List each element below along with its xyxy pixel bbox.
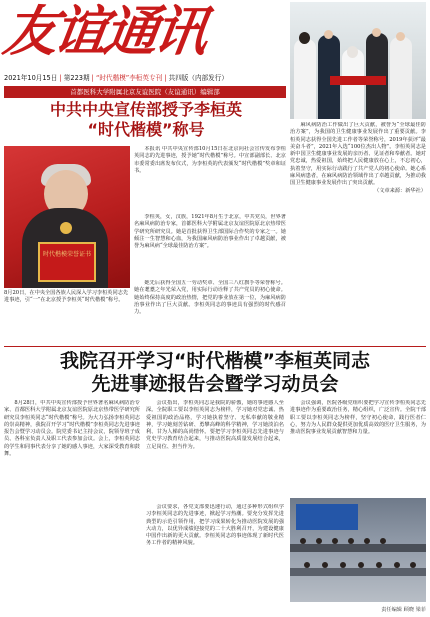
second-paragraph-1: 8月28日，中共中央宣传部授予世界著名麻风病防治专家、首都医科大学附属北京友谊医院原北京热带医学研究所研究员李桓英同志“时代楷模”称号。为大力弘扬李桓英同志的崇高精神，我院召开学习“时代楷模”李桓英同志先进事迹报告会暨学习动员会。院党委书记主持会议，院领导班子成员、各科室负责人及职工代表参加会议。会上，李桓英同志的学生和同事代表分享了她的感人事迹，大家深受教育和鼓舞。 [4,400,140,458]
certificate: 时代楷模荣誉证书 [38,242,96,282]
lead-right-column [290,122,426,342]
second-headline [4,350,426,396]
second-column-4 [290,400,426,494]
photo-caption: 8月20日，在中央全国各族人民深入学习李桓英同志先进事迹，引“一”在北京授予李桓英“时代楷模”称号。 [4,290,129,304]
top-photo [290,2,426,119]
lead-right-paragraph: 麻风病防治工作做出了巨大贡献，被誉为“全球最佳防治方案”，为我国的卫生健康事业发展作出了重要贡献。李桓英同志获得全国先进工作者等荣誉称号，2019年获评“最美奋斗者”，2021年入选“100位杰出人物”。李桓英同志是新中国卫生健康事业发展的亲历者、见证者和奉献者。她对党忠诚，热爱祖国，始终把人民健康放在心上，不忘初心，执着坚守，用实际行动践行了共产党人的初心使命。她心系麻风病患者，在麻风病防治领域作出了卓越贡献，为推动我国卫生健康事业发展作出了突出贡献。 [290,122,426,187]
meeting-screen [296,504,358,530]
second-headline-line2: 先进事迹报告会暨学习动员会 [91,373,339,395]
second-paragraph-2: 会议指出，李桓英同志是我院的骄傲，她的事迹感人至深。全院职工要以李桓英同志为榜样，学习她对党忠诚、热爱祖国的政治品格，学习她执着坚守、无私奉献的敬业精神，学习她刻苦钻研、勇攀高峰的科学精神，学习她淡泊名利、甘为人梯的高尚情怀。要把学习李桓英同志先进事迹与党史学习教育结合起来，与推动医院高质量发展结合起来，立足岗位、担当作为。 [146,400,284,450]
lead-headline [4,100,288,144]
top-photo-banner [330,76,386,85]
issue-pages: 共四版（内部发行） [168,74,228,82]
masthead-title: 友谊通讯 [0,0,209,63]
second-column-1 [4,400,140,612]
meeting-photo [290,498,426,602]
second-column-3 [146,504,284,612]
lead-column-2 [134,214,286,278]
section-divider [4,346,426,347]
issue-number: 第223期 [63,74,90,82]
lead-column-3 [134,280,286,342]
lead-headline-line2: “时代楷模”称号 [87,120,205,139]
lead-headline-line1: 中共中央宣传部授予李桓英 [49,100,242,119]
sponsor-bar: 首都医科大学附属北京友谊医院（友谊通讯）编辑部 [4,86,286,98]
portrait-photo [4,146,130,288]
second-paragraph-3: 会议要求，各党支部要迅速行动，通过多种形式组织学习李桓英同志的先进事迹，掀起学习热潮。要充分发挥先进典型的示范引领作用，把学习成果转化为推动医院发展的强大动力，以优异成绩迎接党的二十大胜利召开，为建设健康中国作出新的更大贡献。李桓英同志的事迹体现了新时代医务工作者的精神风貌。 [146,504,284,547]
issue-theme: “时代楷模”李桓英专刊 [96,74,163,82]
masthead [0,0,284,70]
lead-paragraph-1: 本报讯 中共中央宣传部10月15日在北京向社会宣传发布李桓英同志的先进事迹，授予她“时代楷模”称号。中宣部副部长、北京市委常委出席发布仪式，为李桓英的代表颁发“时代楷模”奖章和证书。 [134,146,286,174]
second-headline-line1: 我院召开学习“时代楷模”李桓英同志 [60,350,370,372]
second-paragraph-4: 会议强调，医院各级党组织要把学习宣传李桓英同志先进事迹作为重要政治任务，精心组织，广泛宣传。全院干部职工要以李桓英同志为榜样，坚守初心使命，践行医者仁心，努力为人民群众提供更加优质高效的医疗卫生服务，为推动医院事业发展贡献智慧和力量。 [290,400,426,436]
lead-paragraph-2: 李桓英，女，汉族，1921年8月生于北京，中共党员，世界著名麻风病防治专家，首都医科大学附属北京友谊医院原北京热带医学研究所研究员。她是首批获得卫生部国际合作奖的专家之一。她倾注一生智慧和心血，为我国麻风病防治事业作出了卓越贡献，被誉为麻风病“全球最佳防治方案”。 [134,214,286,250]
dateline: 2021年10月15日 | 第223期 | “时代楷模”李桓英专刊 | 共四版（内部发行） [4,74,228,82]
editor-credit: 责任编辑 顾晓 梁菲 [381,607,426,613]
article-source: （文章来源：新华社） [374,187,426,194]
lead-column-1 [134,146,286,212]
lead-paragraph-3: 她先后获得全国五一劳动奖章、全国三八红旗手等荣誉称号。她在耄耋之年光荣入党，用实际行动诠释了共产党员的初心使命。她始终保持高度的政治热情，把党的事业放在第一位，为麻风病防治事业作出了巨大贡献。李桓英同志的事迹具有强烈的时代感召力。 [134,280,286,316]
issue-date: 2021年10月15日 [4,74,58,82]
medal-icon [60,222,72,234]
second-column-2 [146,400,284,500]
